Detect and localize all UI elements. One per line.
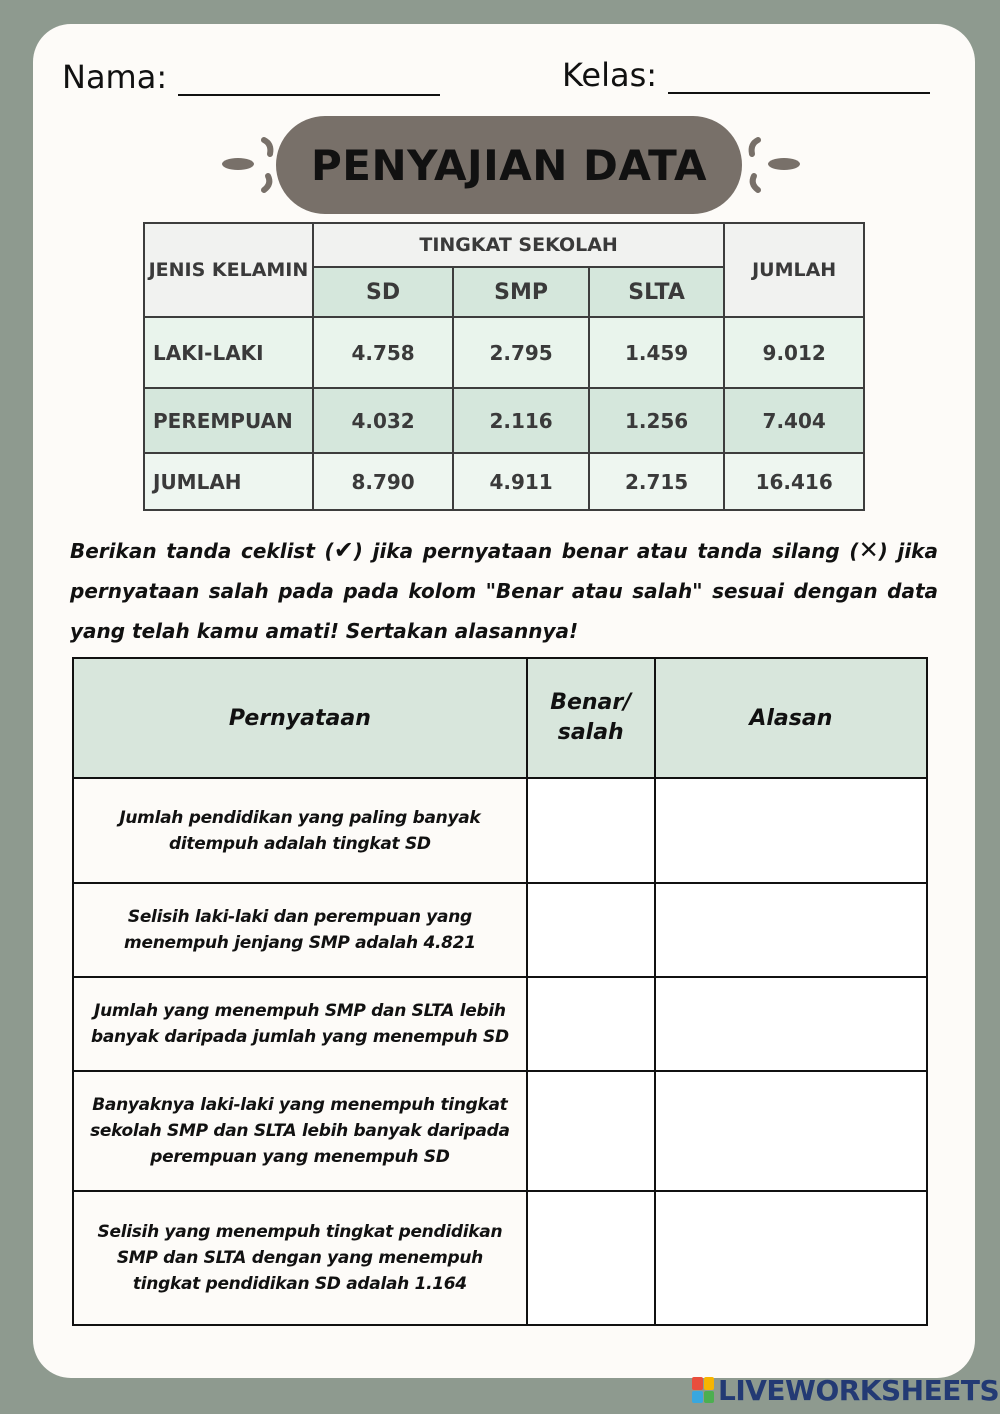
row-label: LAKI-LAKI xyxy=(144,317,313,388)
table-row xyxy=(73,1191,927,1325)
title-right-decoration-icon xyxy=(742,132,804,196)
cell-total: 16.416 xyxy=(724,453,864,510)
row-label: PEREMPUAN xyxy=(144,388,313,453)
cell-sd: 4.032 xyxy=(313,388,453,453)
cell-slta: 1.459 xyxy=(589,317,725,388)
logo-square xyxy=(692,1377,703,1390)
logo-square xyxy=(704,1391,715,1404)
cross-icon: ✕ xyxy=(858,536,879,564)
instruction-part: ) jika pernyataan salah pada pada kolom "Benar atau salah" sesuai dengan data yang telah kamu amati! Sertakan alasannya! xyxy=(70,539,938,643)
check-icon: ✔ xyxy=(333,536,354,564)
statement-cell: Jumlah pendidikan yang paling banyak ditempuh adalah tingkat SD xyxy=(73,778,527,883)
col-slta-header: SLTA xyxy=(589,267,725,317)
logo-square xyxy=(704,1377,715,1390)
logo-square xyxy=(692,1391,703,1404)
cell-smp: 4.911 xyxy=(453,453,589,510)
col-truth-header: Benar/ salah xyxy=(527,658,655,778)
truth-answer-cell[interactable] xyxy=(527,778,655,883)
truth-answer-cell[interactable] xyxy=(527,1071,655,1191)
statement-cell: Banyaknya laki-laki yang menempuh tingkat sekolah SMP dan SLTA lebih banyak daripada perempuan yang menempuh SD xyxy=(73,1071,527,1191)
brand-text: LIVEWORKSHEETS xyxy=(718,1373,1000,1407)
truth-answer-cell[interactable] xyxy=(527,883,655,977)
statement-cell: Jumlah yang menempuh SMP dan SLTA lebih banyak daripada jumlah yang menempuh SD xyxy=(73,977,527,1071)
statement-cell: Selisih laki-laki dan perempuan yang menempuh jenjang SMP adalah 4.821 xyxy=(73,883,527,977)
cell-smp: 2.116 xyxy=(453,388,589,453)
name-label: Nama: xyxy=(62,58,168,96)
cell-slta: 1.256 xyxy=(589,388,725,453)
instruction-text xyxy=(70,530,938,651)
table-row xyxy=(144,317,864,388)
statement-cell: Selisih yang menempuh tingkat pendidikan SMP dan SLTA dengan yang menempuh tingkat pendidikan SD adalah 1.164 xyxy=(73,1191,527,1325)
reason-answer-cell[interactable] xyxy=(655,977,927,1071)
table-row xyxy=(73,778,927,883)
col-gender-header: JENIS KELAMIN xyxy=(144,223,313,317)
school-data-table xyxy=(143,222,865,511)
truth-answer-cell[interactable] xyxy=(527,977,655,1071)
cell-smp: 2.795 xyxy=(453,317,589,388)
cell-sd: 8.790 xyxy=(313,453,453,510)
instruction-part: Berikan tanda ceklist ( xyxy=(70,539,334,563)
col-sd-header: SD xyxy=(313,267,453,317)
col-statement-header: Pernyataan xyxy=(73,658,527,778)
title-banner xyxy=(276,116,742,214)
table-row xyxy=(144,388,864,453)
cell-sd: 4.758 xyxy=(313,317,453,388)
cell-total: 7.404 xyxy=(724,388,864,453)
col-total-header: JUMLAH xyxy=(724,223,864,317)
col-smp-header: SMP xyxy=(453,267,589,317)
liveworksheets-logo-icon xyxy=(692,1377,714,1403)
table-row xyxy=(73,883,927,977)
cell-total: 9.012 xyxy=(724,317,864,388)
table-row xyxy=(73,977,927,1071)
page-title: PENYAJIAN DATA xyxy=(310,140,708,190)
row-label: JUMLAH xyxy=(144,453,313,510)
reason-answer-cell[interactable] xyxy=(655,1071,927,1191)
col-level-group-header: TINGKAT SEKOLAH xyxy=(313,223,724,267)
title-left-decoration-icon xyxy=(218,132,280,196)
instruction-part: ) jika pernyataan benar atau tanda silang ( xyxy=(353,539,859,563)
reason-answer-cell[interactable] xyxy=(655,1191,927,1325)
class-input-line[interactable] xyxy=(668,92,930,94)
table-row xyxy=(73,1071,927,1191)
reason-answer-cell[interactable] xyxy=(655,778,927,883)
table-row xyxy=(144,453,864,510)
name-input-line[interactable] xyxy=(178,94,440,96)
statement-table xyxy=(72,657,928,1326)
liveworksheets-brand[interactable] xyxy=(692,1374,999,1406)
cell-slta: 2.715 xyxy=(589,453,725,510)
truth-answer-cell[interactable] xyxy=(527,1191,655,1325)
reason-answer-cell[interactable] xyxy=(655,883,927,977)
col-reason-header: Alasan xyxy=(655,658,927,778)
class-label: Kelas: xyxy=(562,56,658,94)
